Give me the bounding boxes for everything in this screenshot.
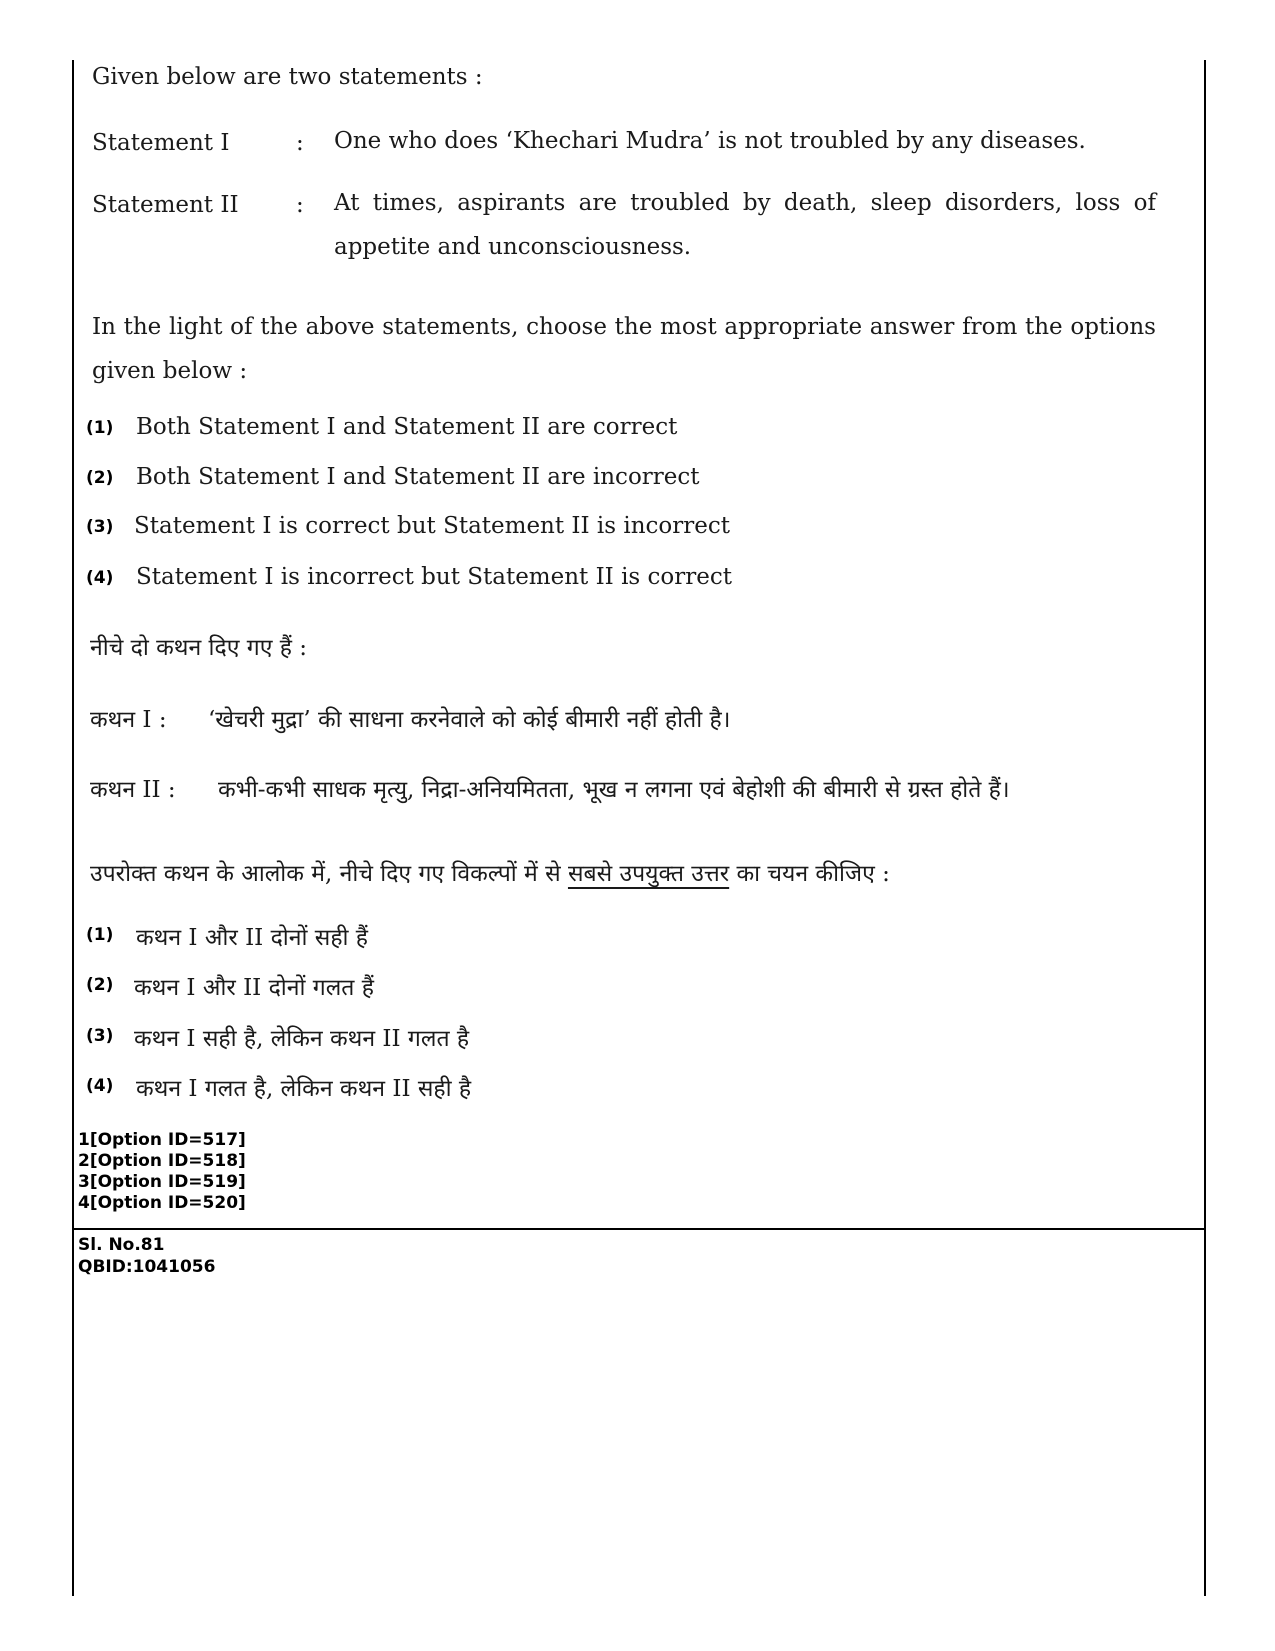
hindi-option-number: (1) — [86, 925, 114, 945]
english-option-text: Both Statement I and Statement II are incorrect — [136, 464, 700, 490]
english-instruction: In the light of the above statements, choose the most appropriate answer from the options given below : — [92, 314, 1156, 384]
left-border — [72, 60, 74, 1596]
hindi-option-number: (3) — [86, 1026, 114, 1046]
serial-number: Sl. No.81 — [78, 1235, 165, 1255]
hindi-statement2-text: कभी-कभी साधक मृत्यु, निद्रा-अनियमितता, भूख न लगना एवं बेहोशी की बीमारी से ग्रस्त होते हैं। — [218, 777, 1010, 803]
statement2-separator: : — [296, 192, 304, 218]
hindi-statement1-label: कथन I : — [90, 707, 167, 733]
hindi-instruction-underlined: सबसे उपयुक्त उत्तर — [567, 861, 730, 887]
option-id: 1[Option ID=517] — [78, 1130, 246, 1150]
statement1-text: One who does ‘Khechari Mudra’ is not troubled by any diseases. — [334, 128, 1086, 154]
question-bank-id: QBID:1041056 — [78, 1257, 216, 1277]
english-option-text: Statement I is incorrect but Statement II is correct — [136, 564, 733, 590]
option-id: 3[Option ID=519] — [78, 1172, 246, 1192]
hindi-option-number: (4) — [86, 1076, 114, 1096]
hindi-statement1-text: ‘खेचरी मुद्रा’ की साधना करनेवाले को कोई बीमारी नहीं होती है। — [208, 707, 731, 733]
english-option-number: (4) — [86, 568, 114, 588]
hindi-instruction-post: का चयन कीजिए : — [729, 861, 890, 887]
english-option-text: Statement I is correct but Statement II is incorrect — [134, 513, 731, 539]
option-id: 4[Option ID=520] — [78, 1193, 246, 1213]
statement1-label: Statement I — [92, 130, 230, 156]
english-option-number: (2) — [86, 468, 114, 488]
statement2-label: Statement II — [92, 192, 239, 218]
statement1-separator: : — [296, 130, 304, 156]
hindi-option-text: कथन I गलत है, लेकिन कथन II सही है — [136, 1076, 472, 1102]
english-option-text: Both Statement I and Statement II are correct — [136, 414, 678, 440]
right-border — [1204, 60, 1206, 1596]
hindi-option-text: कथन I सही है, लेकिन कथन II गलत है — [134, 1026, 470, 1052]
hindi-instruction — [90, 856, 890, 888]
hindi-statement2-label: कथन II : — [90, 777, 176, 803]
option-id: 2[Option ID=518] — [78, 1151, 246, 1171]
hindi-instruction-pre: उपरोक्त कथन के आलोक में, नीचे दिए गए विकल्पों में से — [90, 861, 568, 887]
english-option-number: (3) — [86, 517, 114, 537]
section-divider — [72, 1228, 1206, 1230]
english-intro: Given below are two statements : — [92, 64, 483, 90]
english-option-number: (1) — [86, 418, 114, 438]
statement2-text: At times, aspirants are troubled by death, sleep disorders, loss of appetite and unconsciousness. — [334, 190, 1156, 260]
hindi-option-text: कथन I और II दोनों सही हैं — [136, 925, 369, 951]
hindi-option-number: (2) — [86, 975, 114, 995]
hindi-intro: नीचे दो कथन दिए गए हैं : — [90, 635, 308, 661]
hindi-option-text: कथन I और II दोनों गलत हैं — [134, 975, 374, 1001]
